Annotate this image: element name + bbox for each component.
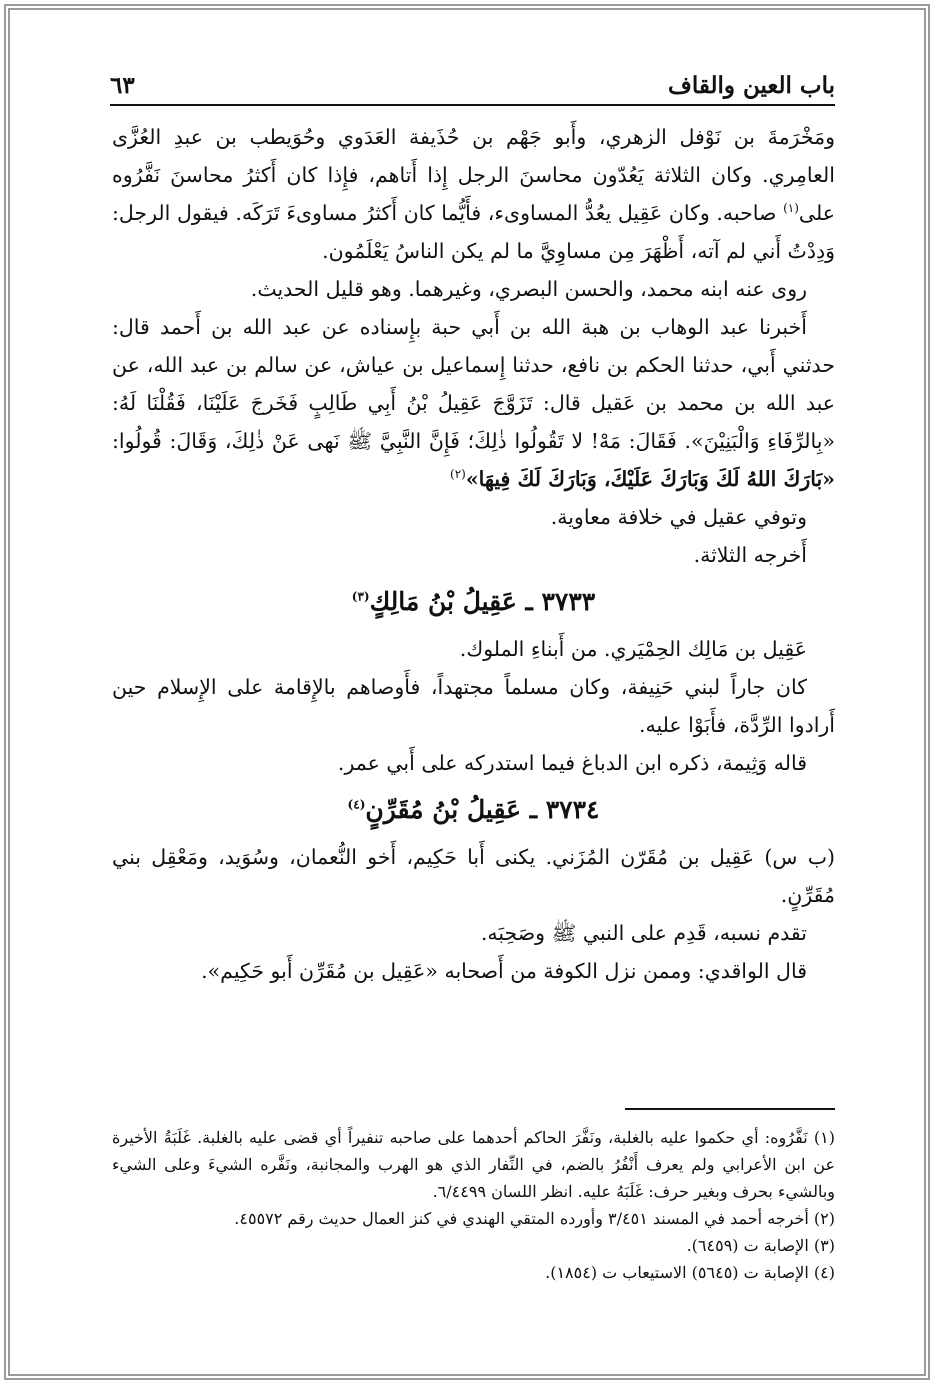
footnote-2: (٢) أخرجه أحمد في المسند ٣/٤٥١ وأورده المتقي الهندي في كنز العمال حديث رقم ٤٥٥٧٢. (234, 1209, 835, 1228)
paragraph-7: كان جاراً لبني حَنِيفة، وكان مسلماً مجتهداً، فأَوصاهم بالإِقامة على الإِسلام حين أَرادوا الرِّدَّة، فأَبَوْا عليه. (112, 675, 835, 737)
footnote-3: (٣) الإصابة ت (٦٤٥٩). (686, 1236, 835, 1255)
chapter-title: باب العين والقاف (667, 72, 835, 99)
paragraph-4: وتوفي عقيل في خلافة معاوية. (550, 505, 807, 529)
footnote-ref-4: (٤) (347, 797, 366, 812)
page-number: ٦٣ (110, 72, 135, 99)
paragraph-1-continued: صاحبه. وكان عَقِيل يعُدُّ المساوىء، فأَيُّما كان أَكثرُ مساوىءَ تَرَكَه. فيقول الرجل: وَدِدْتُ أَني لم آته، أَظْهَرَ مِن مساوِيَّ ما لم يكن الناسُ يَعْلَمُون. (112, 201, 835, 263)
hadith-quote: «بَارَكَ اللهُ لَكَ وَبَارَكَ عَلَيْكَ، وَبَارَكَ لَكَ فِيهَا» (465, 467, 835, 491)
paragraph-2: روى عنه ابنه محمد، والحسن البصري، وغيرهما. وهو قليل الحديث. (250, 277, 807, 301)
footnote-ref-1: (١) (783, 201, 799, 216)
entry-heading-3734-text: ٣٧٣٤ ـ عَقِيلُ بْنُ مُقَرِّنٍ (365, 795, 600, 824)
main-text (112, 118, 835, 990)
footnote-1: (١) نَفَّرُوه: أي حكموا عليه بالغلبة، ونَفَّرَ الحاكم أحدهما على صاحبه تنفيراً أي قضى عليه بالغلبة. غَلَبَةُ الأخيرة عن ابن الأعرابي ولم يعرف أَنْفُرُ بالضم، في النِّفار الذي هو الهرب والمجانبة، ونَفَّره الشيءَ وعلى الشيء وبالشيء بحرف وبغير حرف: غَلَبَهُ عليه. انظر اللسان ٦/٤٤٩٩. (112, 1128, 835, 1201)
paragraph-9: (ب س) عَقِيل بن مُقَرّن المُزَني. يكنى أَبا حَكِيم، أَخو النُّعمان، وسُوَيد، ومَعْقِل بني مُقَرِّنٍ. (112, 845, 835, 907)
page-header (110, 72, 835, 106)
footnote-4: (٤) الإصابة ت (٥٦٤٥) الاستيعاب ت (١٨٥٤). (545, 1263, 835, 1282)
paragraph-1 (112, 118, 835, 270)
footnote-separator (625, 1108, 835, 1110)
entry-heading-3734 (112, 790, 835, 830)
entry-heading-3733 (112, 582, 835, 622)
paragraph-3-text: أَخبرنا عبد الوهاب بن هبة الله بن أَبي حبة بإِسناده عن عبد الله بن أَحمد قال: حدثني أَبي، حدثنا الحكم بن نافع، حدثنا إِسماعيل بن عياش، عن سالم بن عبد الله، عن عبد الله بن محمد بن عَقيل قال: تَزَوَّجَ عَقِيلُ بْنُ أَبِي طَالِبٍ فَخَرجَ عَلَيْنَا، فَقُلْنَا لَهُ: «بِالرِّفَاءِ وَالْبَنِيْنَ». فَقَالَ: مَهْ! لا تَقُولُوا ذٰلِكَ؛ فَإِنَّ النَّبِيَّ ﷺ نَهى عَنْ ذٰلِكَ، وَقَالَ: قُولُوا: (112, 315, 835, 453)
paragraph-3 (112, 308, 835, 498)
paragraph-11: قال الواقدي: وممن نزل الكوفة من أَصحابه «عَقِيل بن مُقَرِّن أَبو حَكِيم». (201, 959, 807, 983)
paragraph-5: أَخرجه الثلاثة. (693, 543, 807, 567)
paragraph-8: قاله وَثِيمة، ذكره ابن الدباغ فيما استدركه على أَبي عمر. (337, 751, 807, 775)
footnote-ref-2: (٢) (450, 467, 466, 482)
paragraph-6: عَقِيل بن مَالِك الحِمْيَري. من أَبناءِ الملوك. (459, 637, 807, 661)
paragraph-10: تقدم نسبه، قَدِم على النبي ﷺ وصَحِبَه. (480, 921, 807, 945)
entry-heading-3733-text: ٣٧٣٣ ـ عَقِيلُ بْنُ مَالِكٍ (369, 587, 596, 616)
footnotes (112, 1124, 835, 1286)
paragraph-1-text: ومَخْرَمةَ بن نَوْفل الزهري، وأَبو جَهْم بن حُذَيفة العَدَوي وحُوَيطب بن عبدِ العُزَّى العامِري. وكان الثلاثة يَعُدّون محاسنَ الرجل إِذا أَتاهم، فإِذا كان أَكثرُ محاسنَ نَفَّرُوه على (112, 125, 835, 225)
footnote-ref-3: (٣) (351, 589, 370, 604)
